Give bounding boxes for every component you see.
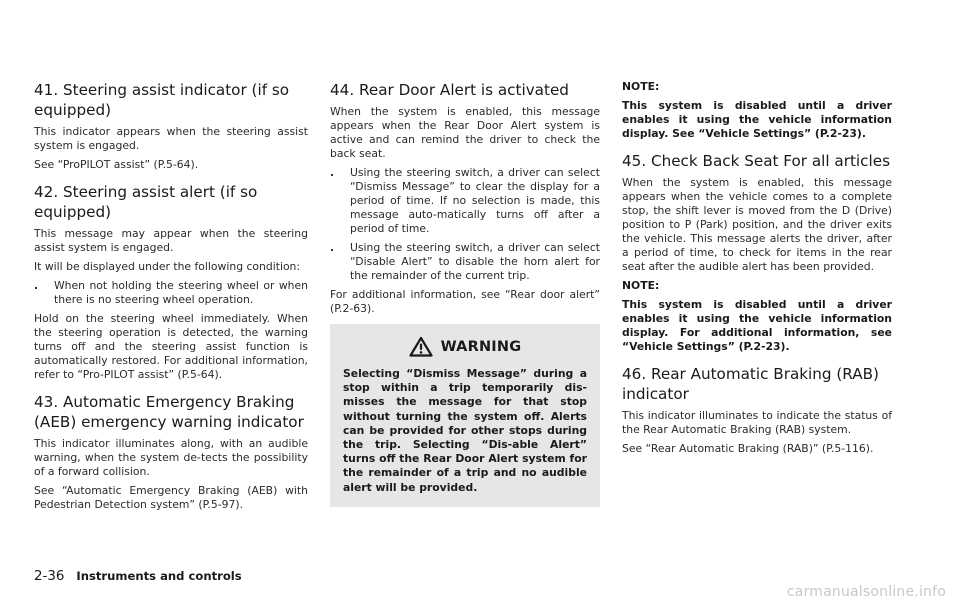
column-middle [330,80,600,507]
list-item-text: When not holding the steering wheel or when there is no steering wheel operation. [54,279,308,306]
paragraph-44-2: For additional information, see “Rear door alert” (P.2-63). [330,288,600,315]
paragraph-43-2: See “Automatic Emergency Braking (AEB) with Pedestrian Detection system” (P.5-97). [34,484,308,511]
bullet-list-44 [330,166,600,283]
paragraph-42-1: This message may appear when the steering assist system is engaged. [34,227,308,254]
heading-42: 42. Steering assist alert (if so equipped) [34,183,258,221]
heading-46: 46. Rear Automatic Braking (RAB) indicator [622,365,879,403]
paragraph-44-1: When the system is enabled, this message appears when the Rear Door Alert system is active and can remind the driver to check the back seat. [330,105,600,160]
warning-box [330,324,600,507]
paragraph-46-2: See “Rear Automatic Braking (RAB)” (P.5-116). [622,442,874,455]
paragraph-42-2: It will be displayed under the following condition: [34,260,301,273]
warning-title: WARNING [440,338,522,355]
list-item-text: Using the steering switch, a driver can select “Dismiss Message” to clear the display for a period of time. If no selection is made, this message auto-matically turns off after a period of time. [350,166,600,235]
list-item [330,166,600,236]
bullet-marker: . [34,279,39,292]
heading-44: 44. Rear Door Alert is activated [330,81,569,99]
note-text-2: This system is disabled until a driver enables it using the vehicle information display. For additional information, see “Vehicle Settings” (P.2-23). [622,298,892,353]
warning-text: Selecting “Dismiss Message” during a stop within a trip temporarily dis-misses the message for that stop without turning the system off. Alerts can be provided for other stops during the trip. Selecting “Dis-able Alert” turns off the Rear Door Alert system for the remainder of a trip and no audible alert will be provided. [343,367,587,494]
warning-header [343,336,587,357]
paragraph-41-1: This indicator appears when the steering assist system is engaged. [34,125,308,152]
section-name: Instruments and controls [76,569,242,583]
list-item [330,241,600,283]
paragraph-42-3: Hold on the steering wheel immediately. When the steering operation is detected, the warning turns off and the steering assist function is automatically restored. For additional information, refer to “Pro-PILOT assist” (P.5-64). [34,312,308,381]
paragraph-41-2: See “ProPILOT assist” (P.5-64). [34,158,199,171]
page-number: 2-36 [34,569,65,584]
note-label-1: NOTE: [622,80,660,93]
paragraph-45-1: When the system is enabled, this message appears when the vehicle comes to a complete stop, the shift lever is moved from the D (Drive) position to P (Park) position, and the driver exits the vehicle. This message alerts the driver, after a period of time, to check for items in the rear seat after the audible alert has been provided. [622,176,892,273]
heading-41: 41. Steering assist indicator (if so equipped) [34,81,290,119]
list-item [34,279,308,307]
watermark: carmanualsonline.info [786,584,946,600]
column-right [622,80,892,461]
list-item-text: Using the steering switch, a driver can select “Disable Alert” to disable the horn alert for the remainder of the current trip. [350,241,600,282]
bullet-list-42 [34,279,308,307]
heading-45: 45. Check Back Seat For all articles [622,152,890,170]
column-left [34,80,308,517]
warning-triangle-icon [409,336,433,357]
page-footer [34,568,242,584]
paragraph-46-1: This indicator illuminates to indicate the status of the Rear Automatic Braking (RAB) system. [622,409,892,436]
bullet-marker: . [330,241,335,254]
note-label-2: NOTE: [622,279,660,292]
note-text-1: This system is disabled until a driver enables it using the vehicle information display. See “Vehicle Settings” (P.2-23). [622,99,892,140]
heading-43: 43. Automatic Emergency Braking (AEB) emergency warning indicator [34,393,304,431]
paragraph-43-1: This indicator illuminates along, with an audible warning, when the system de-tects the possibility of a forward collision. [34,437,308,478]
bullet-marker: . [330,166,335,179]
